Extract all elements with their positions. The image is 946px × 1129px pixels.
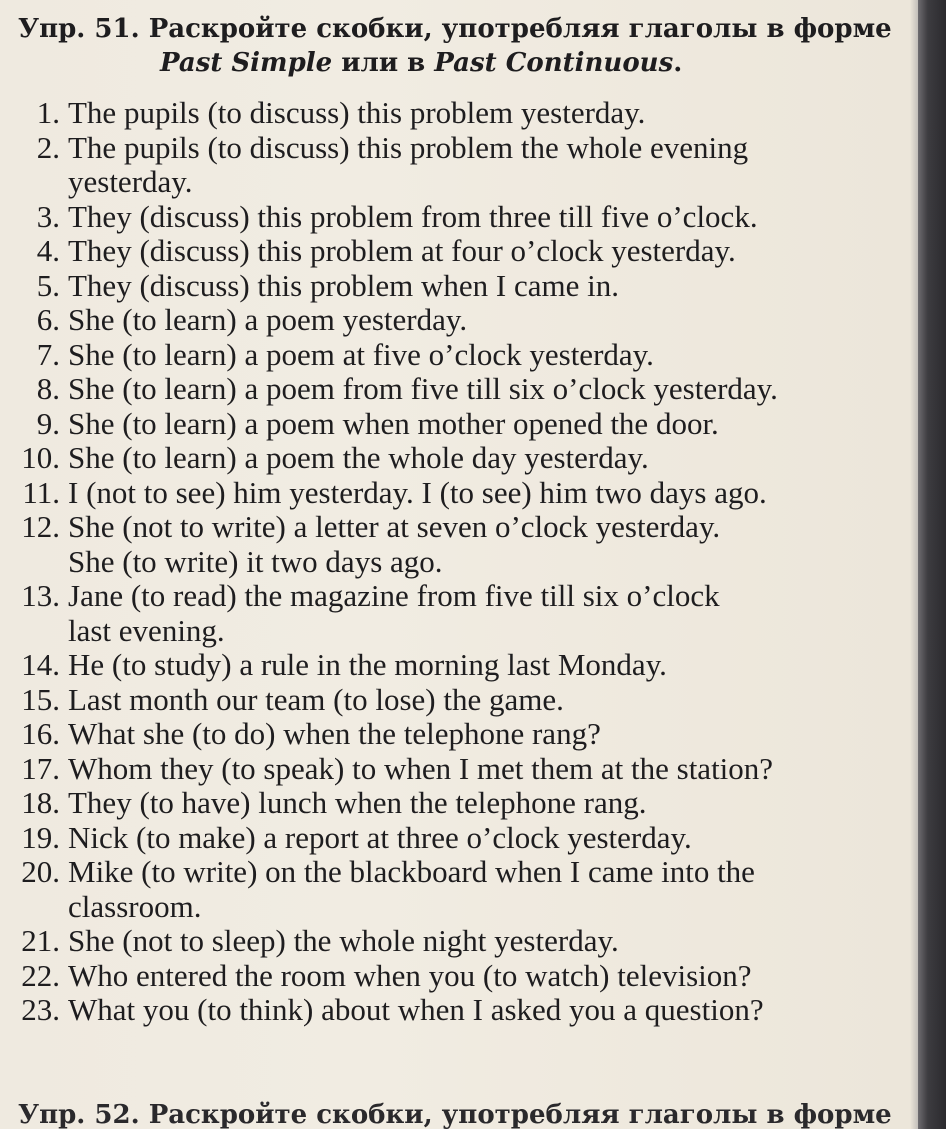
item-text: He (to study) a rule in the morning last Monday. <box>68 647 667 682</box>
exercise-item <box>0 717 918 752</box>
book-binding-edge <box>918 0 946 1129</box>
item-text: The pupils (to discuss) this problem yesterday. <box>68 95 646 130</box>
item-number: 11. <box>22 474 60 510</box>
item-text: They (discuss) this problem from three till five o’clock. <box>68 198 758 234</box>
next-exercise-heading: Упр. 52. Раскройте скобки, употребляя глаголы в форме <box>18 1100 892 1129</box>
item-text: She (to learn) a poem when mother opened the door. <box>68 405 719 441</box>
item-number: 6. <box>36 302 60 337</box>
item-text: Last month our team (to lose) the game. <box>68 681 564 717</box>
item-number: 3. <box>36 198 60 234</box>
item-number: 13. <box>21 578 60 613</box>
item-text: They (discuss) this problem when I came in. <box>68 267 619 303</box>
exercise-item <box>0 407 918 442</box>
item-number: 20. <box>21 854 60 889</box>
exercise-item <box>0 96 918 131</box>
heading-end: . <box>673 48 683 78</box>
exercise-item <box>0 338 918 373</box>
item-text: The pupils (to discuss) this problem the whole evening yesterday. <box>68 129 749 199</box>
item-text: She (to learn) a poem from five till six o’clock yesterday. <box>68 371 778 406</box>
tense-past-simple: Past Simple <box>160 48 333 78</box>
item-number: 15. <box>21 681 60 717</box>
item-number: 4. <box>36 233 60 268</box>
item-number: 7. <box>36 336 60 372</box>
item-text: Mike (to write) on the blackboard when I came into the classroom. <box>68 854 755 924</box>
exercise-item <box>0 579 918 648</box>
item-number: 17. <box>21 750 60 786</box>
exercise-item <box>0 269 918 304</box>
item-number: 1. <box>36 95 60 130</box>
tense-past-continuous: Past Continuous <box>434 48 674 78</box>
exercise-item <box>0 303 918 338</box>
item-text: Whom they (to speak) to when I met them at the station? <box>68 750 774 786</box>
page-edge-shadow <box>910 0 918 1129</box>
item-text: Nick (to make) a report at three o’clock yesterday. <box>68 819 692 855</box>
item-text: She (to learn) a poem the whole day yesterday. <box>68 440 649 475</box>
exercise-heading-line2 <box>18 46 918 80</box>
item-number: 12. <box>21 509 60 544</box>
item-text: What you (to think) about when I asked you a question? <box>68 992 764 1027</box>
heading-conjunction: или в <box>332 48 435 78</box>
exercise-item <box>0 683 918 718</box>
item-text: She (not to sleep) the whole night yesterday. <box>68 923 619 958</box>
exercise-heading <box>18 12 918 80</box>
exercise-item <box>0 924 918 959</box>
exercise-item <box>0 200 918 235</box>
item-number: 16. <box>21 716 60 751</box>
item-number: 18. <box>21 785 60 820</box>
item-text: She (to learn) a poem at five o’clock yesterday. <box>68 336 654 372</box>
exercise-item <box>0 752 918 787</box>
item-number: 8. <box>36 371 60 406</box>
item-text: What she (to do) when the telephone rang? <box>68 716 601 751</box>
item-text: They (discuss) this problem at four o’clock yesterday. <box>68 233 736 268</box>
exercise-list <box>0 96 918 1028</box>
exercise-item <box>0 855 918 924</box>
exercise-item <box>0 131 918 200</box>
exercise-item <box>0 510 918 579</box>
item-number: 23. <box>21 992 60 1027</box>
item-number: 9. <box>36 405 60 441</box>
exercise-item <box>0 441 918 476</box>
item-number: 19. <box>21 819 60 855</box>
item-text: Jane (to read) the magazine from five till six o’clock last evening. <box>68 578 720 648</box>
item-text: They (to have) lunch when the telephone rang. <box>68 785 647 820</box>
item-text: I (not to see) him yesterday. I (to see) him two days ago. <box>68 474 767 510</box>
item-number: 10. <box>21 440 60 475</box>
item-number: 5. <box>36 267 60 303</box>
exercise-item <box>0 648 918 683</box>
exercise-item <box>0 372 918 407</box>
exercise-item <box>0 476 918 511</box>
exercise-heading-line1: Упр. 51. Раскройте скобки, употребляя глаголы в форме <box>18 14 892 44</box>
exercise-item <box>0 821 918 856</box>
item-number: 14. <box>21 647 60 682</box>
item-number: 2. <box>36 129 60 165</box>
item-number: 22. <box>21 957 60 993</box>
item-number: 21. <box>21 923 60 958</box>
item-text: She (to learn) a poem yesterday. <box>68 302 468 337</box>
exercise-item <box>0 993 918 1028</box>
exercise-item <box>0 959 918 994</box>
exercise-item <box>0 786 918 821</box>
exercise-item <box>0 234 918 269</box>
item-text: Who entered the room when you (to watch) television? <box>68 957 752 993</box>
item-text: She (not to write) a letter at seven o’clock yesterday. She (to write) it two days ago. <box>68 509 721 579</box>
